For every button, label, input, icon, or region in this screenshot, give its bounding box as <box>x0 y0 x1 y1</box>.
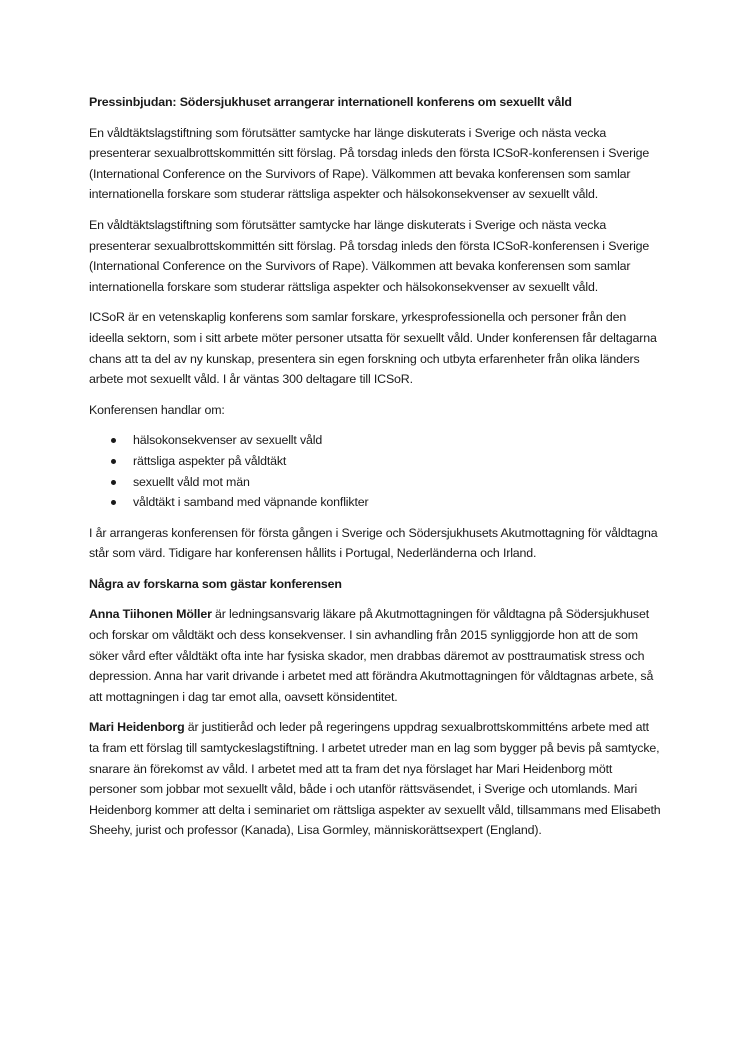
topics-intro: Konferensen handlar om: <box>89 402 225 417</box>
icsor-paragraph: ICSoR är en vetenskaplig konferens som samlar forskare, yrkesprofessionella och personer från den ideella sektorn, som i sitt arbete möter personer utsatta för sexuellt våld. Under konferensen får deltagarna chans att ta del av ny kunskap, presentera sin egen forskning och utbyta erfarenheter från olika länders arbete mot sexuellt våld. I år väntas 300 deltagare till ICSoR. <box>89 310 657 387</box>
researcher-name: Anna Tiihonen Möller <box>89 607 212 622</box>
bullet-icon <box>111 480 116 485</box>
bullet-icon <box>111 500 116 505</box>
topic-text: hälsokonsekvenser av sexuellt våld <box>133 433 323 448</box>
list-item <box>89 472 661 493</box>
topic-text: sexuellt våld mot män <box>133 474 250 489</box>
researcher-bio: är justitieråd och leder på regeringens uppdrag sexualbrottskommitténs arbete med att ta fram ett förslag till samtyckeslagstiftning. I arbetet utreder man en lag som bygger på bevis på samtycke, snarare än förekomst av våld. I arbetet med att ta fram det nya förslaget har Mari Heidenborg mött personer som jobbar mot sexuellt våld, både i och utanför rättsväsendet, i Sverige och utomlands. Mari Heidenborg kommer att delta i seminariet om rättsliga aspekter av sexuellt våld, tillsammans med Elisabeth Sheehy, jurist och professor (Kanada), Lisa Gormley, människorättsexpert (England). <box>89 720 661 838</box>
intro-paragraph-2: En våldtäktslagstiftning som förutsätter samtycke har länge diskuterats i Sverige och nästa vecka presenterar sexualbrottskommittén sitt förslag. På torsdag inleds den första ICSoR-konferensen i Sverige (International Conference on the Survivors of Rape). Välkommen att bevaka konferensen som samlar internationella forskare som studerar rättsliga aspekter och hälsokonsekvenser av sexuellt våld. <box>89 217 650 294</box>
researcher-name: Mari Heidenborg <box>89 720 185 735</box>
researcher-paragraph <box>89 604 661 707</box>
topic-text: våldtäkt i samband med väpnande konflikter <box>133 495 369 510</box>
bullet-icon <box>111 438 116 443</box>
researcher-bio: är ledningsansvarig läkare på Akutmottagningen för våldtagna på Södersjukhuset och forskar om våldtäkt och dess konsekvenser. I sin avhandling från 2015 synliggjorde hon att de som söker vård efter våldtäkt ofta inte har fysiska skador, men drabbas däremot av posttraumatisk stress och depression. Anna har varit drivande i arbetet med att förändra Akutmottagningen för våldtagnas arbete, så att mottagningen i dag tar emot alla, oavsett könsidentitet. <box>89 607 654 704</box>
hosting-paragraph: I år arrangeras konferensen för första gången i Sverige och Södersjukhusets Akutmottagning för våldtagna står som värd. Tidigare har konferensen hållits i Portugal, Nederländerna och Irland. <box>89 525 658 561</box>
researcher-paragraph <box>89 717 661 841</box>
list-item <box>89 451 661 472</box>
document-title: Pressinbjudan: Södersjukhuset arrangerar internationell konferens om sexuellt våld <box>89 95 572 109</box>
document-page <box>89 92 661 851</box>
topic-text: rättsliga aspekter på våldtäkt <box>133 453 287 468</box>
list-item <box>89 492 661 513</box>
list-item <box>89 430 661 451</box>
researchers-heading: Några av forskarna som gästar konferensen <box>89 576 342 591</box>
intro-paragraph-1: En våldtäktslagstiftning som förutsätter samtycke har länge diskuterats i Sverige och nästa vecka presenterar sexualbrottskommittén sitt förslag. På torsdag inleds den första ICSoR-konferensen i Sverige (International Conference on the Survivors of Rape). Välkommen att bevaka konferensen som samlar internationella forskare som studerar rättsliga aspekter och hälsokonsekvenser av sexuellt våld. <box>89 125 650 202</box>
topics-list <box>89 430 661 512</box>
bullet-icon <box>111 459 116 464</box>
